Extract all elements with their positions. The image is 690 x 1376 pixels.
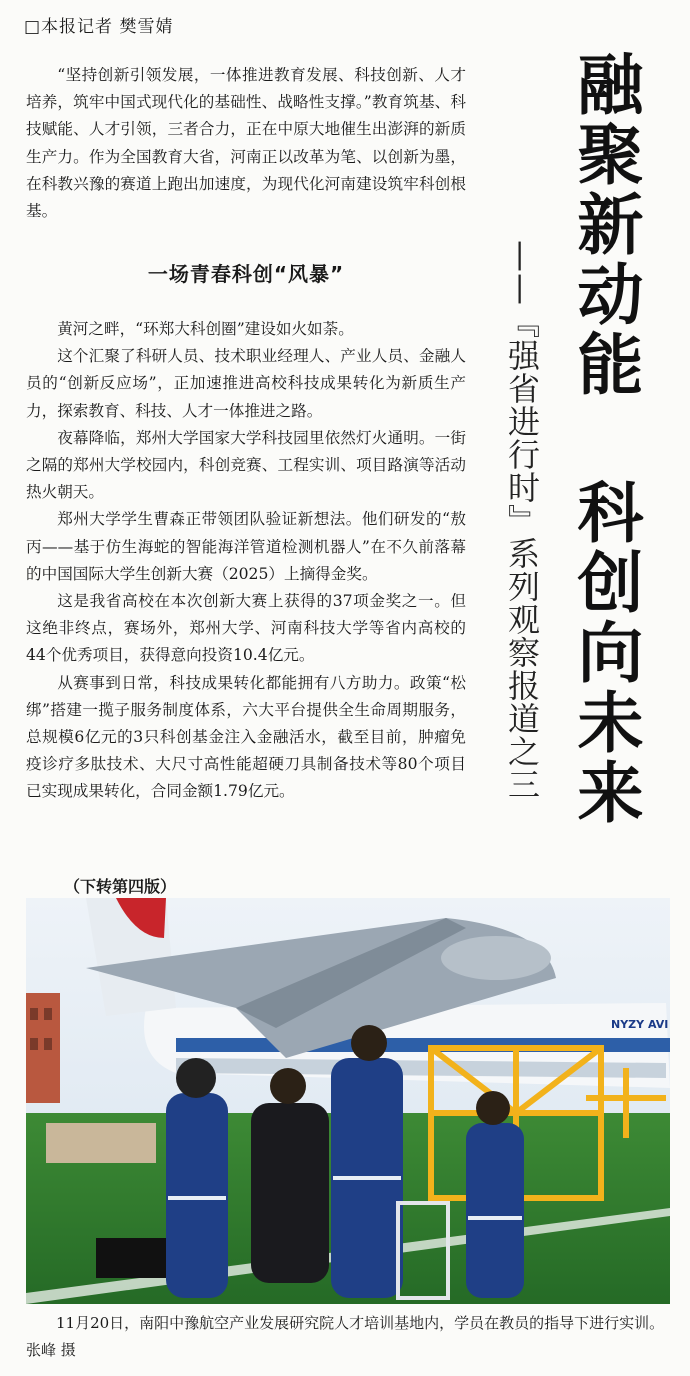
- paragraph: 这是我省高校在本次创新大赛上获得的37项金奖之一。但这绝非终点，赛场外，郑州大学、河南科技大学等省内高校的44个优秀项目，获得意向投资10.4亿元。: [26, 592, 466, 665]
- series-subtitle: ——『强省进行时』系列观察报道之三: [503, 240, 541, 801]
- paragraph: 这个汇聚了科研人员、技术职业经理人、产业人员、金融人员的“创新反应场”，正加速推进高校科技成果转化为新质生产力，探索教育、科技、人才一体推进之路。: [26, 347, 466, 420]
- training-scene-illustration: [26, 898, 670, 1304]
- byline: □本报记者 樊雪婧: [24, 17, 174, 37]
- intro-paragraph: [26, 62, 466, 225]
- headline-line-1: 融聚新动能: [566, 50, 643, 400]
- paragraph: 从赛事到日常，科技成果转化都能拥有八方助力。政策“松绑”搭建一揽子服务制度体系，六大平台提供全生命周期服务，总规模6亿元的3只科创基金注入金融活水，截至目前，肿瘤免疫诊疗多肽技术、大尺寸高性能超硬刀具制备技术等80个项目已实现成果转化，合同金额1.79亿元。: [26, 673, 466, 801]
- continued-note: （下转第四版）: [64, 877, 177, 896]
- news-photo: [26, 898, 670, 1304]
- intro-text: “坚持创新引领发展，一体推进教育发展、科技创新、人才培养，筑牢中国式现代化的基础性、战略性支撑。”教育筑基、科技赋能、人才引领，三者合力，正在中原大地催生出澎湃的新质生产力。作为全国教育大省，河南正以改革为笔、以创新为墨，在科教兴豫的赛道上跑出加速度，为现代化河南建设筑牢科创根基。: [26, 66, 466, 221]
- section-subhead: 一场青春科创“风暴”: [147, 262, 345, 286]
- paragraph: 黄河之畔，“环郑大科创圈”建设如火如荼。: [57, 320, 354, 338]
- headline-line-2: 科创向未来: [566, 478, 643, 828]
- photo-caption: 11月20日，南阳中豫航空产业发展研究院人才培训基地内，学员在教员的指导下进行实训。 张峰 摄: [26, 1314, 665, 1359]
- article-body: [26, 316, 466, 806]
- plane-livery-text: NYZY AVI: [611, 1018, 669, 1031]
- paragraph: 夜幕降临，郑州大学国家大学科技园里依然灯火通明。一街之隔的郑州大学校园内，科创竞赛、工程实训、项目路演等活动热火朝天。: [26, 428, 466, 502]
- paragraph: 郑州大学学生曹森正带领团队验证新想法。他们研发的“敖丙——基于仿生海蛇的智能海洋管道检测机器人”在不久前落幕的中国国际大学生创新大赛（2025）上摘得金奖。: [26, 510, 466, 583]
